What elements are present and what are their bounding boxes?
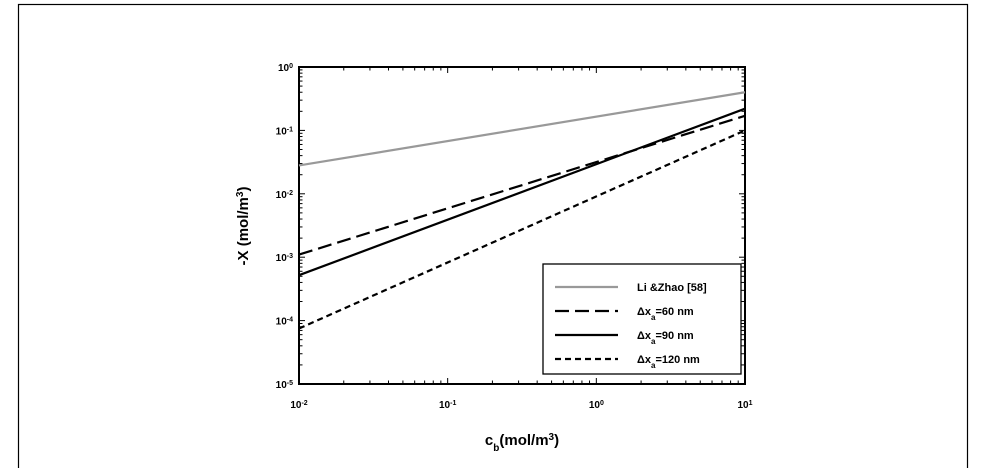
y-tick-label: $10^{-3}$ (275, 252, 293, 265)
x-tick-label: $10^1$ (737, 399, 753, 411)
figure-border (19, 5, 968, 468)
legend-label-3: $\Delta x_a=120$ nm (637, 354, 700, 370)
legend (543, 264, 741, 374)
y-tick-label: $10^{-2}$ (275, 189, 293, 201)
x-axis-label: $c_b(mol/m^3)$ (484, 431, 560, 454)
y-tick-label: $10^{-1}$ (275, 125, 293, 138)
y-tick-label: $10^0$ (277, 62, 293, 74)
legend-label-0: Li &Zhao [58] (637, 282, 707, 294)
x-tick-label: $10^{-1}$ (438, 399, 457, 411)
x-tick-label: $10^{-2}$ (290, 399, 308, 411)
y-tick-label: $10^{-4}$ (275, 316, 293, 328)
y-tick-label: $10^{-5}$ (275, 379, 293, 391)
legend-label-2: $\Delta x_a=90$ nm (637, 330, 694, 346)
x-tick-label: $10^0$ (588, 399, 604, 411)
y-axis-label: -X $(mol/m^3)$ (234, 186, 252, 266)
legend-label-1: $\Delta x_a=60$ nm (637, 306, 694, 322)
